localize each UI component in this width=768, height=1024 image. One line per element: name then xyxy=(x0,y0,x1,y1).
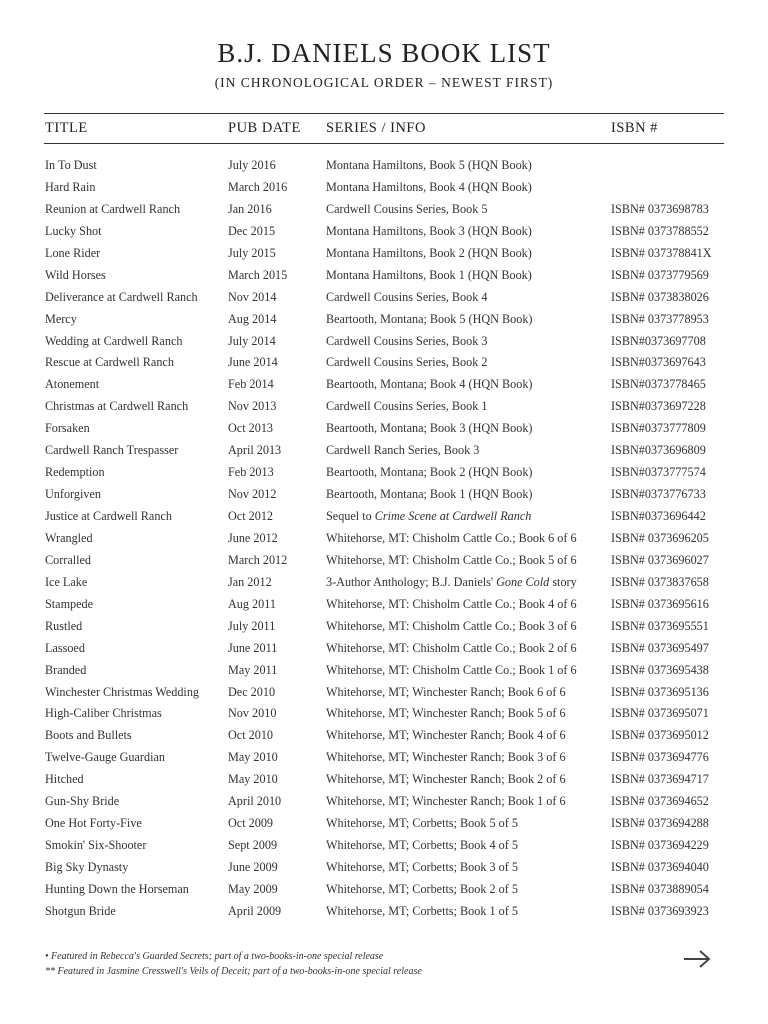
cell-title: Deliverance at Cardwell Ranch xyxy=(45,289,198,304)
cell-title: Winchester Christmas Wedding xyxy=(45,684,200,699)
cell-pub-date: July 2016 xyxy=(228,158,276,172)
cell-series xyxy=(326,575,577,590)
table-row xyxy=(0,288,768,310)
cell-series: Whitehorse, MT: Chisholm Cattle Co.; Book 6 of 6 xyxy=(326,530,577,545)
cell-title: Rescue at Cardwell Ranch xyxy=(45,355,174,370)
cell-pub-date: March 2015 xyxy=(228,267,288,282)
cell-pub-date: Jan 2016 xyxy=(228,201,272,216)
cell-series: Whitehorse, MT; Winchester Ranch; Book 4 of 6 xyxy=(326,728,566,743)
cell-series: Cardwell Cousins Series, Book 3 xyxy=(326,333,488,348)
table-row xyxy=(0,858,768,880)
cell-isbn: ISBN# 0373694288 xyxy=(611,816,709,831)
cell-series: Whitehorse, MT; Winchester Ranch; Book 2 of 6 xyxy=(326,772,566,787)
cell-series: Whitehorse, MT: Chisholm Cattle Co.; Book 4 of 6 xyxy=(326,596,577,611)
cell-pub-date: Feb 2014 xyxy=(228,377,274,392)
cell-series: Montana Hamiltons, Book 1 (HQN Book) xyxy=(326,267,532,282)
book-list xyxy=(0,156,768,924)
table-row xyxy=(0,639,768,661)
cell-title: Cardwell Ranch Trespasser xyxy=(45,443,179,458)
cell-isbn: ISBN# 0373695438 xyxy=(611,662,709,677)
table-row xyxy=(0,419,768,441)
cell-title: One Hot Forty-Five xyxy=(45,816,142,831)
cell-pub-date: May 2010 xyxy=(228,750,278,765)
cell-title: Stampede xyxy=(45,596,94,611)
table-row xyxy=(0,683,768,705)
cell-series: Whitehorse, MT: Chisholm Cattle Co.; Book 3 of 6 xyxy=(326,618,577,633)
cell-title: Forsaken xyxy=(45,421,90,436)
cell-series: Whitehorse, MT; Winchester Ranch; Book 6 of 6 xyxy=(326,684,566,699)
cell-pub-date: Dec 2015 xyxy=(228,223,276,238)
cell-pub-date: Aug 2014 xyxy=(228,311,277,326)
cell-isbn: ISBN# 0373788552 xyxy=(611,223,709,238)
table-row xyxy=(0,529,768,551)
cell-series: Cardwell Ranch Series, Book 3 xyxy=(326,443,480,458)
cell-pub-date: April 2010 xyxy=(228,794,282,809)
header-rule-top xyxy=(44,113,724,114)
cell-title: In To Dust xyxy=(45,158,97,172)
table-row xyxy=(0,178,768,200)
cell-title: Wrangled xyxy=(45,530,93,545)
table-row xyxy=(0,507,768,529)
cell-isbn: ISBN# 0373696205 xyxy=(611,530,709,545)
cell-title: Boots and Bullets xyxy=(45,728,132,743)
cell-isbn: ISBN#0373776733 xyxy=(611,487,706,502)
cell-pub-date: June 2014 xyxy=(228,355,278,370)
cell-isbn: ISBN# 0373695012 xyxy=(611,728,709,743)
cell-series: Whitehorse, MT: Chisholm Cattle Co.; Book 5 of 6 xyxy=(326,552,577,567)
cell-pub-date: May 2009 xyxy=(228,881,278,896)
cell-title: Shotgun Bride xyxy=(45,903,116,918)
cell-series: Cardwell Cousins Series, Book 4 xyxy=(326,289,488,304)
cell-series: Beartooth, Montana; Book 3 (HQN Book) xyxy=(326,421,533,436)
table-row xyxy=(0,156,768,178)
cell-title: Justice at Cardwell Ranch xyxy=(45,509,172,523)
cell-pub-date: April 2013 xyxy=(228,443,282,458)
cell-title: Smokin' Six-Shooter xyxy=(45,838,147,853)
cell-pub-date: Oct 2010 xyxy=(228,728,274,743)
table-row xyxy=(0,902,768,924)
cell-series: Cardwell Cousins Series, Book 2 xyxy=(326,355,488,370)
cell-isbn: ISBN# 0373695071 xyxy=(611,706,709,721)
cell-pub-date: May 2010 xyxy=(228,772,278,787)
cell-series: Beartooth, Montana; Book 1 (HQN Book) xyxy=(326,487,533,502)
table-row xyxy=(0,792,768,814)
page-title: B.J. DANIELS BOOK LIST xyxy=(217,38,551,68)
cell-title: Hunting Down the Horseman xyxy=(45,881,189,896)
cell-isbn: ISBN#0373777574 xyxy=(611,465,706,480)
cell-pub-date: Aug 2011 xyxy=(228,596,276,611)
cell-series: Montana Hamiltons, Book 3 (HQN Book) xyxy=(326,223,532,238)
cell-series: Cardwell Cousins Series, Book 5 xyxy=(326,201,488,216)
cell-isbn: ISBN# 0373779569 xyxy=(611,267,709,282)
cell-series: Whitehorse, MT; Winchester Ranch; Book 3 of 6 xyxy=(326,750,566,765)
footnote-2: ** Featured in Jasmine Cresswell's Veils of Deceit; part of a two-books-in-one special release xyxy=(45,966,422,977)
table-row xyxy=(0,222,768,244)
cell-title: Redemption xyxy=(45,465,105,480)
cell-isbn: ISBN# 0373694717 xyxy=(611,772,709,787)
cell-title: Unforgiven xyxy=(45,487,101,502)
cell-title: Gun-Shy Bride xyxy=(45,794,120,809)
table-row xyxy=(0,332,768,354)
cell-pub-date: Nov 2013 xyxy=(228,399,277,414)
cell-title: Lone Rider xyxy=(45,245,101,260)
cell-pub-date: July 2015 xyxy=(228,245,276,260)
cell-series: Cardwell Cousins Series, Book 1 xyxy=(326,399,488,414)
cell-series: Whitehorse, MT: Chisholm Cattle Co.; Book 1 of 6 xyxy=(326,662,577,677)
table-row xyxy=(0,375,768,397)
cell-isbn: ISBN# 0373698783 xyxy=(611,201,709,216)
cell-isbn: ISBN#0373697708 xyxy=(611,333,706,348)
cell-isbn: ISBN#0373697643 xyxy=(611,355,706,370)
table-row xyxy=(0,770,768,792)
cell-title: Wild Horses xyxy=(45,267,106,282)
cell-isbn: ISBN# 0373694229 xyxy=(611,838,709,853)
table-row xyxy=(0,353,768,375)
cell-pub-date: Sept 2009 xyxy=(228,838,278,853)
cell-pub-date: Jan 2012 xyxy=(228,574,272,589)
table-row xyxy=(0,880,768,902)
table-row xyxy=(0,441,768,463)
cell-isbn: ISBN# 0373695136 xyxy=(611,684,709,699)
cell-series: Whitehorse, MT; Corbetts; Book 5 of 5 xyxy=(326,816,518,831)
cell-title: Lucky Shot xyxy=(45,223,102,238)
cell-title: Mercy xyxy=(45,311,77,326)
table-row xyxy=(0,310,768,332)
cell-pub-date: Nov 2010 xyxy=(228,706,277,721)
cell-series: Montana Hamiltons, Book 2 (HQN Book) xyxy=(326,245,532,260)
cell-series: Beartooth, Montana; Book 5 (HQN Book) xyxy=(326,311,533,326)
cell-title: Christmas at Cardwell Ranch xyxy=(45,399,189,414)
cell-pub-date: Oct 2012 xyxy=(228,509,274,523)
cell-series: Montana Hamiltons, Book 5 (HQN Book) xyxy=(326,158,532,172)
column-header-isbn: ISBN # xyxy=(611,120,658,136)
right-arrow-icon-svg xyxy=(682,946,712,972)
cell-series: Whitehorse, MT; Winchester Ranch; Book 1 of 6 xyxy=(326,794,566,809)
table-row xyxy=(0,704,768,726)
cell-series: Whitehorse, MT; Winchester Ranch; Book 5 of 6 xyxy=(326,706,566,721)
table-row xyxy=(0,573,768,595)
cell-isbn: ISBN# 0373695497 xyxy=(611,640,709,655)
table-row xyxy=(0,836,768,858)
cell-title: Corralled xyxy=(45,552,92,567)
cell-isbn: ISBN#0373778465 xyxy=(611,377,706,392)
cell-pub-date: Feb 2013 xyxy=(228,465,274,480)
cell-series: Whitehorse, MT; Corbetts; Book 1 of 5 xyxy=(326,903,518,918)
cell-pub-date: Oct 2013 xyxy=(228,421,274,436)
table-row xyxy=(0,726,768,748)
cell-title: Twelve-Gauge Guardian xyxy=(45,750,165,765)
right-arrow-icon[interactable] xyxy=(682,946,712,972)
table-row xyxy=(0,485,768,507)
cell-pub-date: Oct 2009 xyxy=(228,816,274,831)
cell-series-suffix: story xyxy=(549,574,577,589)
page-subtitle: (IN CHRONOLOGICAL ORDER – NEWEST FIRST) xyxy=(214,75,554,90)
table-row xyxy=(0,244,768,266)
column-header-title: TITLE xyxy=(45,120,88,136)
cell-series: Whitehorse, MT; Corbetts; Book 4 of 5 xyxy=(326,838,518,853)
cell-title: Hard Rain xyxy=(45,179,96,194)
table-row xyxy=(0,200,768,222)
cell-pub-date: Dec 2010 xyxy=(228,684,276,699)
cell-pub-date: March 2016 xyxy=(228,179,288,194)
cell-isbn: ISBN#0373777809 xyxy=(611,421,706,436)
table-row xyxy=(0,595,768,617)
table-row xyxy=(0,661,768,683)
cell-isbn: ISBN# 0373838026 xyxy=(611,289,709,304)
cell-isbn: ISBN# 0373693923 xyxy=(611,903,709,918)
cell-pub-date: Nov 2014 xyxy=(228,289,277,304)
cell-title: Hitched xyxy=(45,772,84,787)
cell-title: Atonement xyxy=(45,377,100,392)
cell-isbn: ISBN#0373696809 xyxy=(611,443,706,458)
cell-pub-date: Nov 2012 xyxy=(228,487,277,502)
header-rule-bottom xyxy=(44,143,724,144)
table-row xyxy=(0,551,768,573)
cell-title: High-Caliber Christmas xyxy=(45,706,162,721)
cell-isbn: ISBN# 0373694776 xyxy=(611,750,709,765)
table-row xyxy=(0,748,768,770)
cell-isbn: ISBN# 0373696027 xyxy=(611,552,709,567)
cell-isbn: ISBN# 0373695551 xyxy=(611,618,709,633)
cell-series-italic: Crime Scene at Cardwell Ranch xyxy=(374,509,532,523)
footnote-1: • Featured in Rebecca's Guarded Secrets; part of a two-books-in-one special release xyxy=(45,951,384,962)
column-header-series: SERIES / INFO xyxy=(326,120,426,136)
table-row xyxy=(0,266,768,288)
cell-title: Reunion at Cardwell Ranch xyxy=(45,201,181,216)
cell-series: Whitehorse, MT; Corbetts; Book 2 of 5 xyxy=(326,881,518,896)
cell-pub-date: June 2012 xyxy=(228,530,278,545)
cell-isbn: ISBN# 0373695616 xyxy=(611,596,709,611)
cell-pub-date: July 2011 xyxy=(228,618,276,633)
cell-title: Branded xyxy=(45,662,87,677)
cell-series-italic: Gone Cold xyxy=(496,574,550,589)
cell-title: Wedding at Cardwell Ranch xyxy=(45,333,183,348)
cell-pub-date: July 2014 xyxy=(228,333,276,348)
cell-isbn: ISBN# 0373778953 xyxy=(611,311,709,326)
table-row xyxy=(0,463,768,485)
cell-pub-date: March 2012 xyxy=(228,552,288,567)
cell-title: Lassoed xyxy=(45,640,85,655)
cell-title: Ice Lake xyxy=(45,574,88,589)
cell-isbn: ISBN# 037378841X xyxy=(611,245,712,260)
cell-series-text: 3-Author Anthology; B.J. Daniels' xyxy=(326,574,497,589)
cell-series: Montana Hamiltons, Book 4 (HQN Book) xyxy=(326,179,532,194)
cell-isbn: ISBN#0373697228 xyxy=(611,399,706,414)
cell-series: Whitehorse, MT: Chisholm Cattle Co.; Book 2 of 6 xyxy=(326,640,577,655)
cell-isbn: ISBN#0373696442 xyxy=(611,509,706,523)
cell-series-text: Sequel to xyxy=(326,509,375,523)
cell-pub-date: June 2011 xyxy=(228,640,278,655)
cell-series xyxy=(326,509,531,524)
cell-isbn: ISBN# 0373694040 xyxy=(611,860,709,874)
cell-pub-date: April 2009 xyxy=(228,903,282,918)
table-row xyxy=(0,814,768,836)
cell-isbn: ISBN# 0373837658 xyxy=(611,574,709,589)
cell-title: Rustled xyxy=(45,618,83,633)
cell-series: Beartooth, Montana; Book 4 (HQN Book) xyxy=(326,377,533,392)
table-row xyxy=(0,617,768,639)
cell-series: Beartooth, Montana; Book 2 (HQN Book) xyxy=(326,465,533,480)
cell-isbn: ISBN# 0373889054 xyxy=(611,881,709,896)
cell-pub-date: May 2011 xyxy=(228,662,278,677)
cell-title: Big Sky Dynasty xyxy=(45,860,129,874)
cell-series: Whitehorse, MT; Corbetts; Book 3 of 5 xyxy=(326,860,518,874)
column-header-pub-date: PUB DATE xyxy=(228,120,301,136)
table-row xyxy=(0,397,768,419)
cell-isbn: ISBN# 0373694652 xyxy=(611,794,709,809)
cell-pub-date: June 2009 xyxy=(228,860,278,874)
